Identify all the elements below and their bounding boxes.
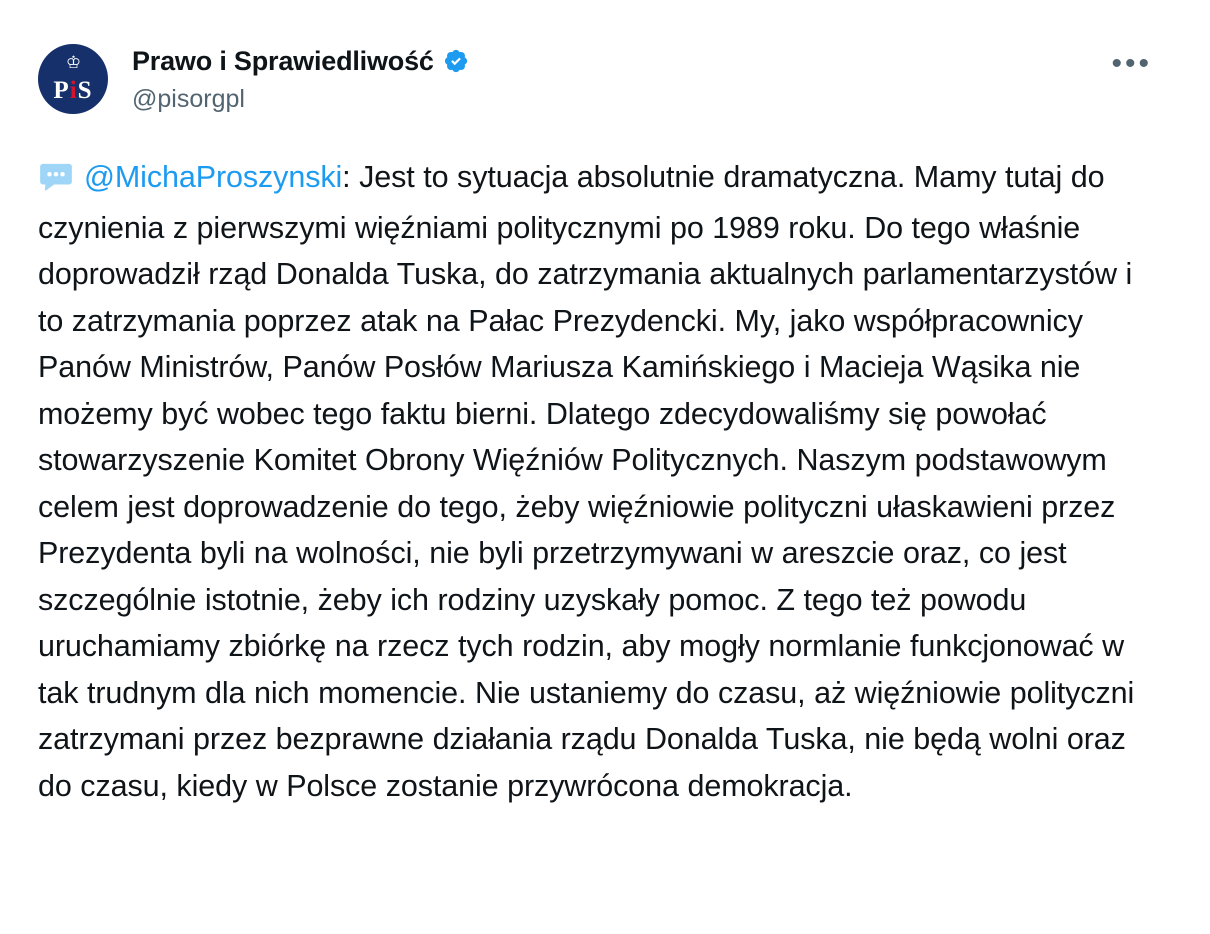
avatar[interactable] — [38, 44, 108, 114]
tweet-body-text: Jest to sytuacja absolutnie dramatyczna. Mamy tutaj do czynienia z pierwszymi więźniami politycznymi po 1989 roku. Do tego właśnie doprowadził rząd Donalda Tuska, do zatrzymania aktualnych parlamentarzystów i to zatrzymania poprzez atak na Pałac Prezydencki. My, jako współpracownicy Panów Ministrów, Panów Posłów Mariusza Kamińskiego i Macieja Wąsika nie możemy być wobec tego faktu bierni. Dlatego zdecydowaliśmy się powołać stowarzyszenie Komitet Obrony Więźniów Politycznych. Naszym podstawowym celem jest doprowadzenie do tego, żeby więźniowie polityczni ułaskawieni przez Prezydenta byli na wolności, nie byli przetrzymywani w areszcie oraz, co jest szczególnie istotnie, żeby ich rodziny uzyskały pomoc. Z tego też powodu uruchamiamy zbiórkę na rzecz tych rodzin, aby mogły normlanie funkcjonować w tak trudnym dla nich momencie. Nie ustaniemy do czasu, aż więźniowie polityczni zatrzymani przez bezprawne działania rządu Donalda Tuska, nie będą wolni oraz do czasu, kiedy w Polsce zostanie przywrócona demokracja. — [38, 160, 1135, 803]
speech-bubble-icon — [38, 158, 74, 205]
mention-suffix: : — [342, 160, 351, 194]
author-name-row — [132, 44, 469, 78]
tweet-header — [38, 40, 1152, 116]
author-info — [132, 40, 469, 116]
mention-link[interactable]: @MichaProszynski — [84, 160, 343, 194]
author-handle[interactable]: @pisorgpl — [132, 85, 245, 113]
tweet-text — [38, 154, 1152, 809]
eagle-logo-icon: ♔ — [65, 53, 81, 72]
more-options-icon[interactable]: ••• — [1111, 47, 1152, 80]
author-display-name[interactable]: Prawo i Sprawiedliwość — [132, 46, 434, 76]
verified-badge-icon — [443, 48, 469, 74]
avatar-initials: PiS — [53, 77, 93, 104]
